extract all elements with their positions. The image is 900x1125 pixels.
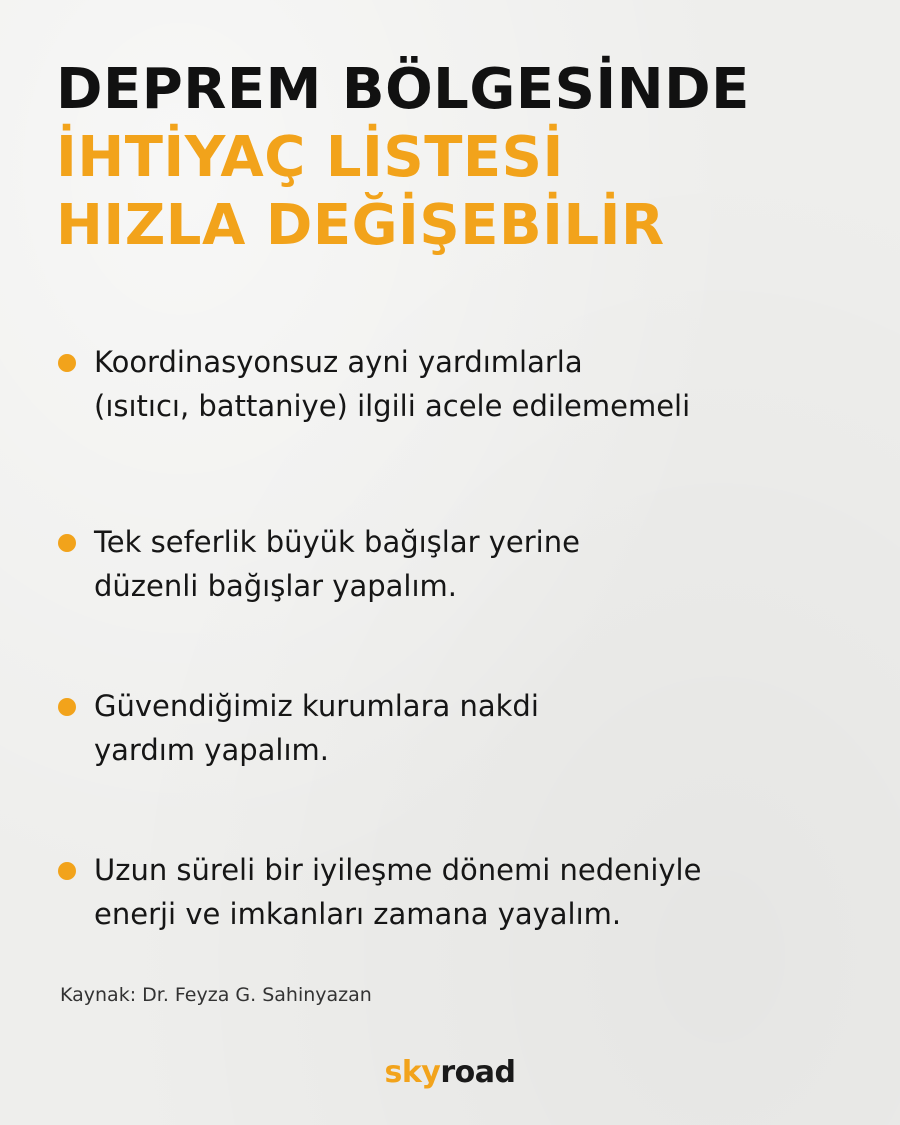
list-item-line-1: Uzun süreli bir iyileşme dönemi nedeniyle [94, 853, 702, 887]
title-line-2: İHTİYAÇ LİSTESİ [56, 125, 564, 190]
list-item-text [94, 520, 856, 608]
list-item-line-1: Güvendiğimiz kurumlara nakdi [94, 689, 539, 723]
list-item-line-1: Tek seferlik büyük bağışlar yerine [94, 525, 580, 559]
tips-list [56, 340, 856, 1012]
list-item-text [94, 848, 856, 936]
bullet-dot-icon [58, 354, 76, 372]
source-credit: Kaynak: Dr. Feyza G. Sahinyazan [60, 984, 372, 1006]
list-item-text [94, 340, 856, 428]
bullet-dot-icon [58, 698, 76, 716]
brand-logo [0, 1055, 900, 1090]
title-line-1: DEPREM BÖLGESİNDE [56, 57, 750, 122]
list-item [56, 684, 856, 772]
list-item [56, 340, 856, 428]
list-item-text [94, 684, 856, 772]
list-item-line-2: yardım yapalım. [94, 733, 329, 767]
title-line-3: HIZLA DEĞİŞEBİLİR [56, 193, 665, 258]
list-item-line-2: düzenli bağışlar yapalım. [94, 569, 457, 603]
logo-part-road: road [440, 1055, 516, 1090]
logo-part-sky: sky [384, 1055, 441, 1090]
bullet-dot-icon [58, 862, 76, 880]
page-title [56, 56, 856, 260]
list-item-line-2: (ısıtıcı, battaniye) ilgili acele edilememeli [94, 389, 691, 423]
list-item [56, 520, 856, 608]
bullet-dot-icon [58, 534, 76, 552]
list-item [56, 848, 856, 936]
list-item-line-2: enerji ve imkanları zamana yayalım. [94, 897, 622, 931]
list-item-line-1: Koordinasyonsuz ayni yardımlarla [94, 345, 583, 379]
